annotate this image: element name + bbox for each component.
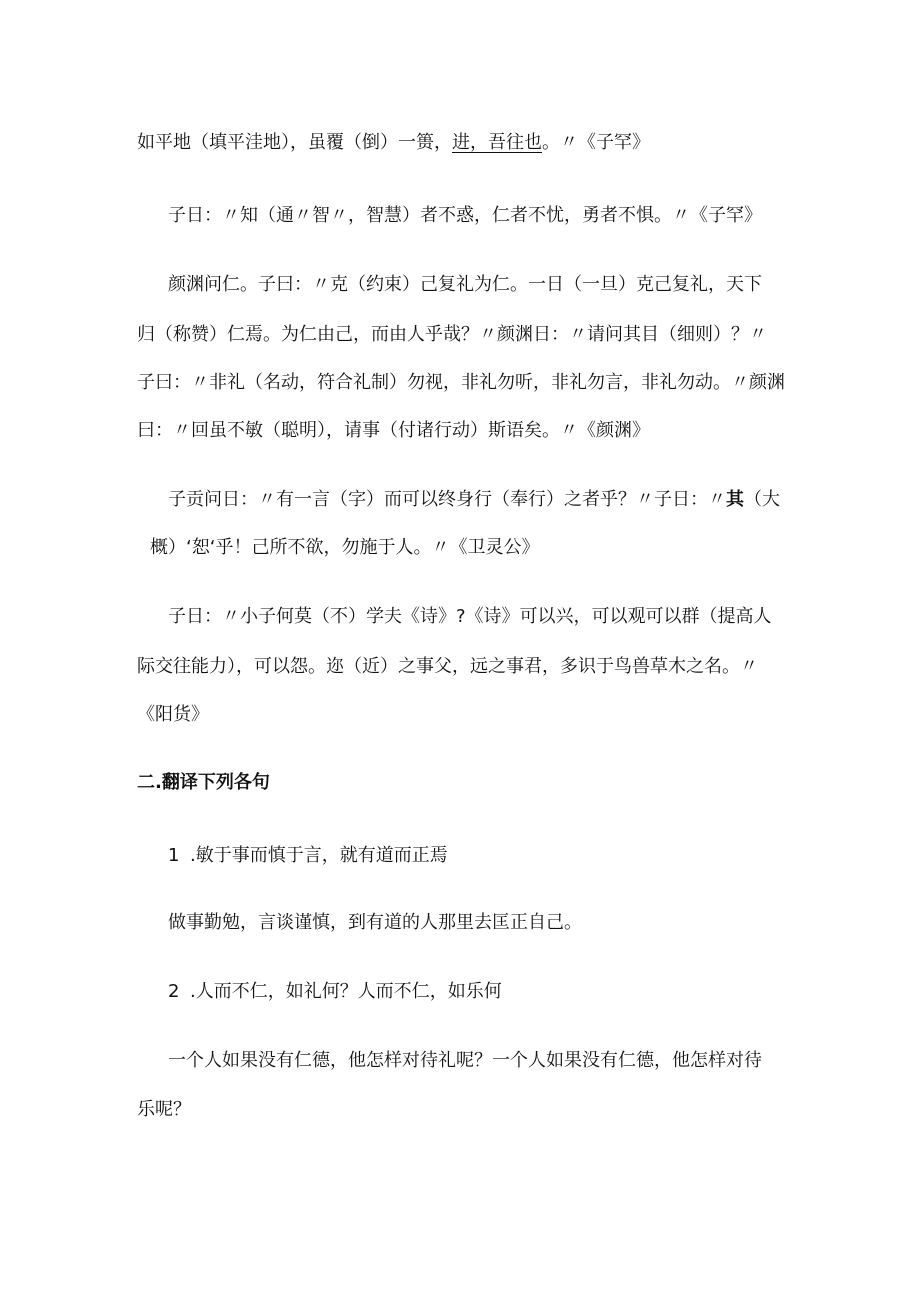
- item-number: 1: [168, 845, 180, 866]
- item-text: .敏于事而慎于言，就有道而正焉: [190, 845, 448, 866]
- passage-zihan-2: 子日：〃知（通〃智〃，智慧）者不惑，仁者不忧，勇者不惧。〃《子罕》: [168, 205, 762, 226]
- passage-yanghuo-line-1: 子日：〃小子何莫（不）学夫《诗》?《诗》可以兴，可以观可以群（提高人: [168, 606, 772, 627]
- underlined-phrase: 进，吾往也: [452, 132, 542, 153]
- bold-character: 其: [726, 489, 744, 510]
- passage-weilinggong-line-1: [168, 487, 780, 513]
- passage-source: 。〃《子罕》: [542, 132, 650, 153]
- item-2-sentence: [168, 979, 502, 1005]
- passage-zihan-1: [137, 130, 650, 156]
- item-text: .人而不仁，如礼何？人而不仁，如乐何: [190, 981, 502, 1002]
- passage-yanghuo-line-3: 《阳货》: [137, 704, 209, 725]
- item-2-translation-line-1: 一个人如果没有仁德，他怎样对待礼呢？一个人如果没有仁德，他怎样对待: [168, 1050, 762, 1071]
- section-heading: 二.翻译下列各句: [137, 772, 270, 793]
- passage-weilinggong-line-2: 概）‘恕‘乎！己所不欲，勿施于人。〃《卫灵公》: [150, 537, 540, 558]
- item-2-translation-line-2: 乐呢？: [137, 1099, 191, 1120]
- passage-text: （大: [744, 489, 780, 510]
- passage-yanyuan-line-2: 归（称赞）仁焉。为仁由己，而由人乎哉？〃颜渊日：〃请问其目（细则）？〃: [137, 324, 767, 345]
- passage-yanyuan-line-1: 颜渊问仁。子曰：〃克（约束）己复礼为仁。一日（一旦）克己复礼，天下: [168, 274, 762, 295]
- passage-yanyuan-line-4: 曰：〃回虽不敏（聪明），请事（付诸行动）斯语矣。〃《颜渊》: [137, 420, 650, 441]
- passage-text: 子贡问日：〃有一言（字）而可以终身行（奉行）之者乎？〃子日：〃: [168, 489, 726, 510]
- passage-yanghuo-line-2: 际交往能力），可以怨。迩（近）之事父，远之事君，多识于鸟兽草木之名。〃: [137, 656, 758, 677]
- item-1-translation: 做事勤勉，言谈谨慎，到有道的人那里去匡正自己。: [168, 912, 582, 933]
- passage-yanyuan-line-3: 子曰：〃非礼（名动，符合礼制）勿视，非礼勿听，非礼勿言，非礼勿动。〃颜渊: [137, 372, 785, 393]
- item-number: 2: [168, 981, 180, 1002]
- passage-text: 如平地（填平洼地），虽覆（倒）一篑，: [137, 132, 452, 153]
- item-1-sentence: [168, 843, 448, 869]
